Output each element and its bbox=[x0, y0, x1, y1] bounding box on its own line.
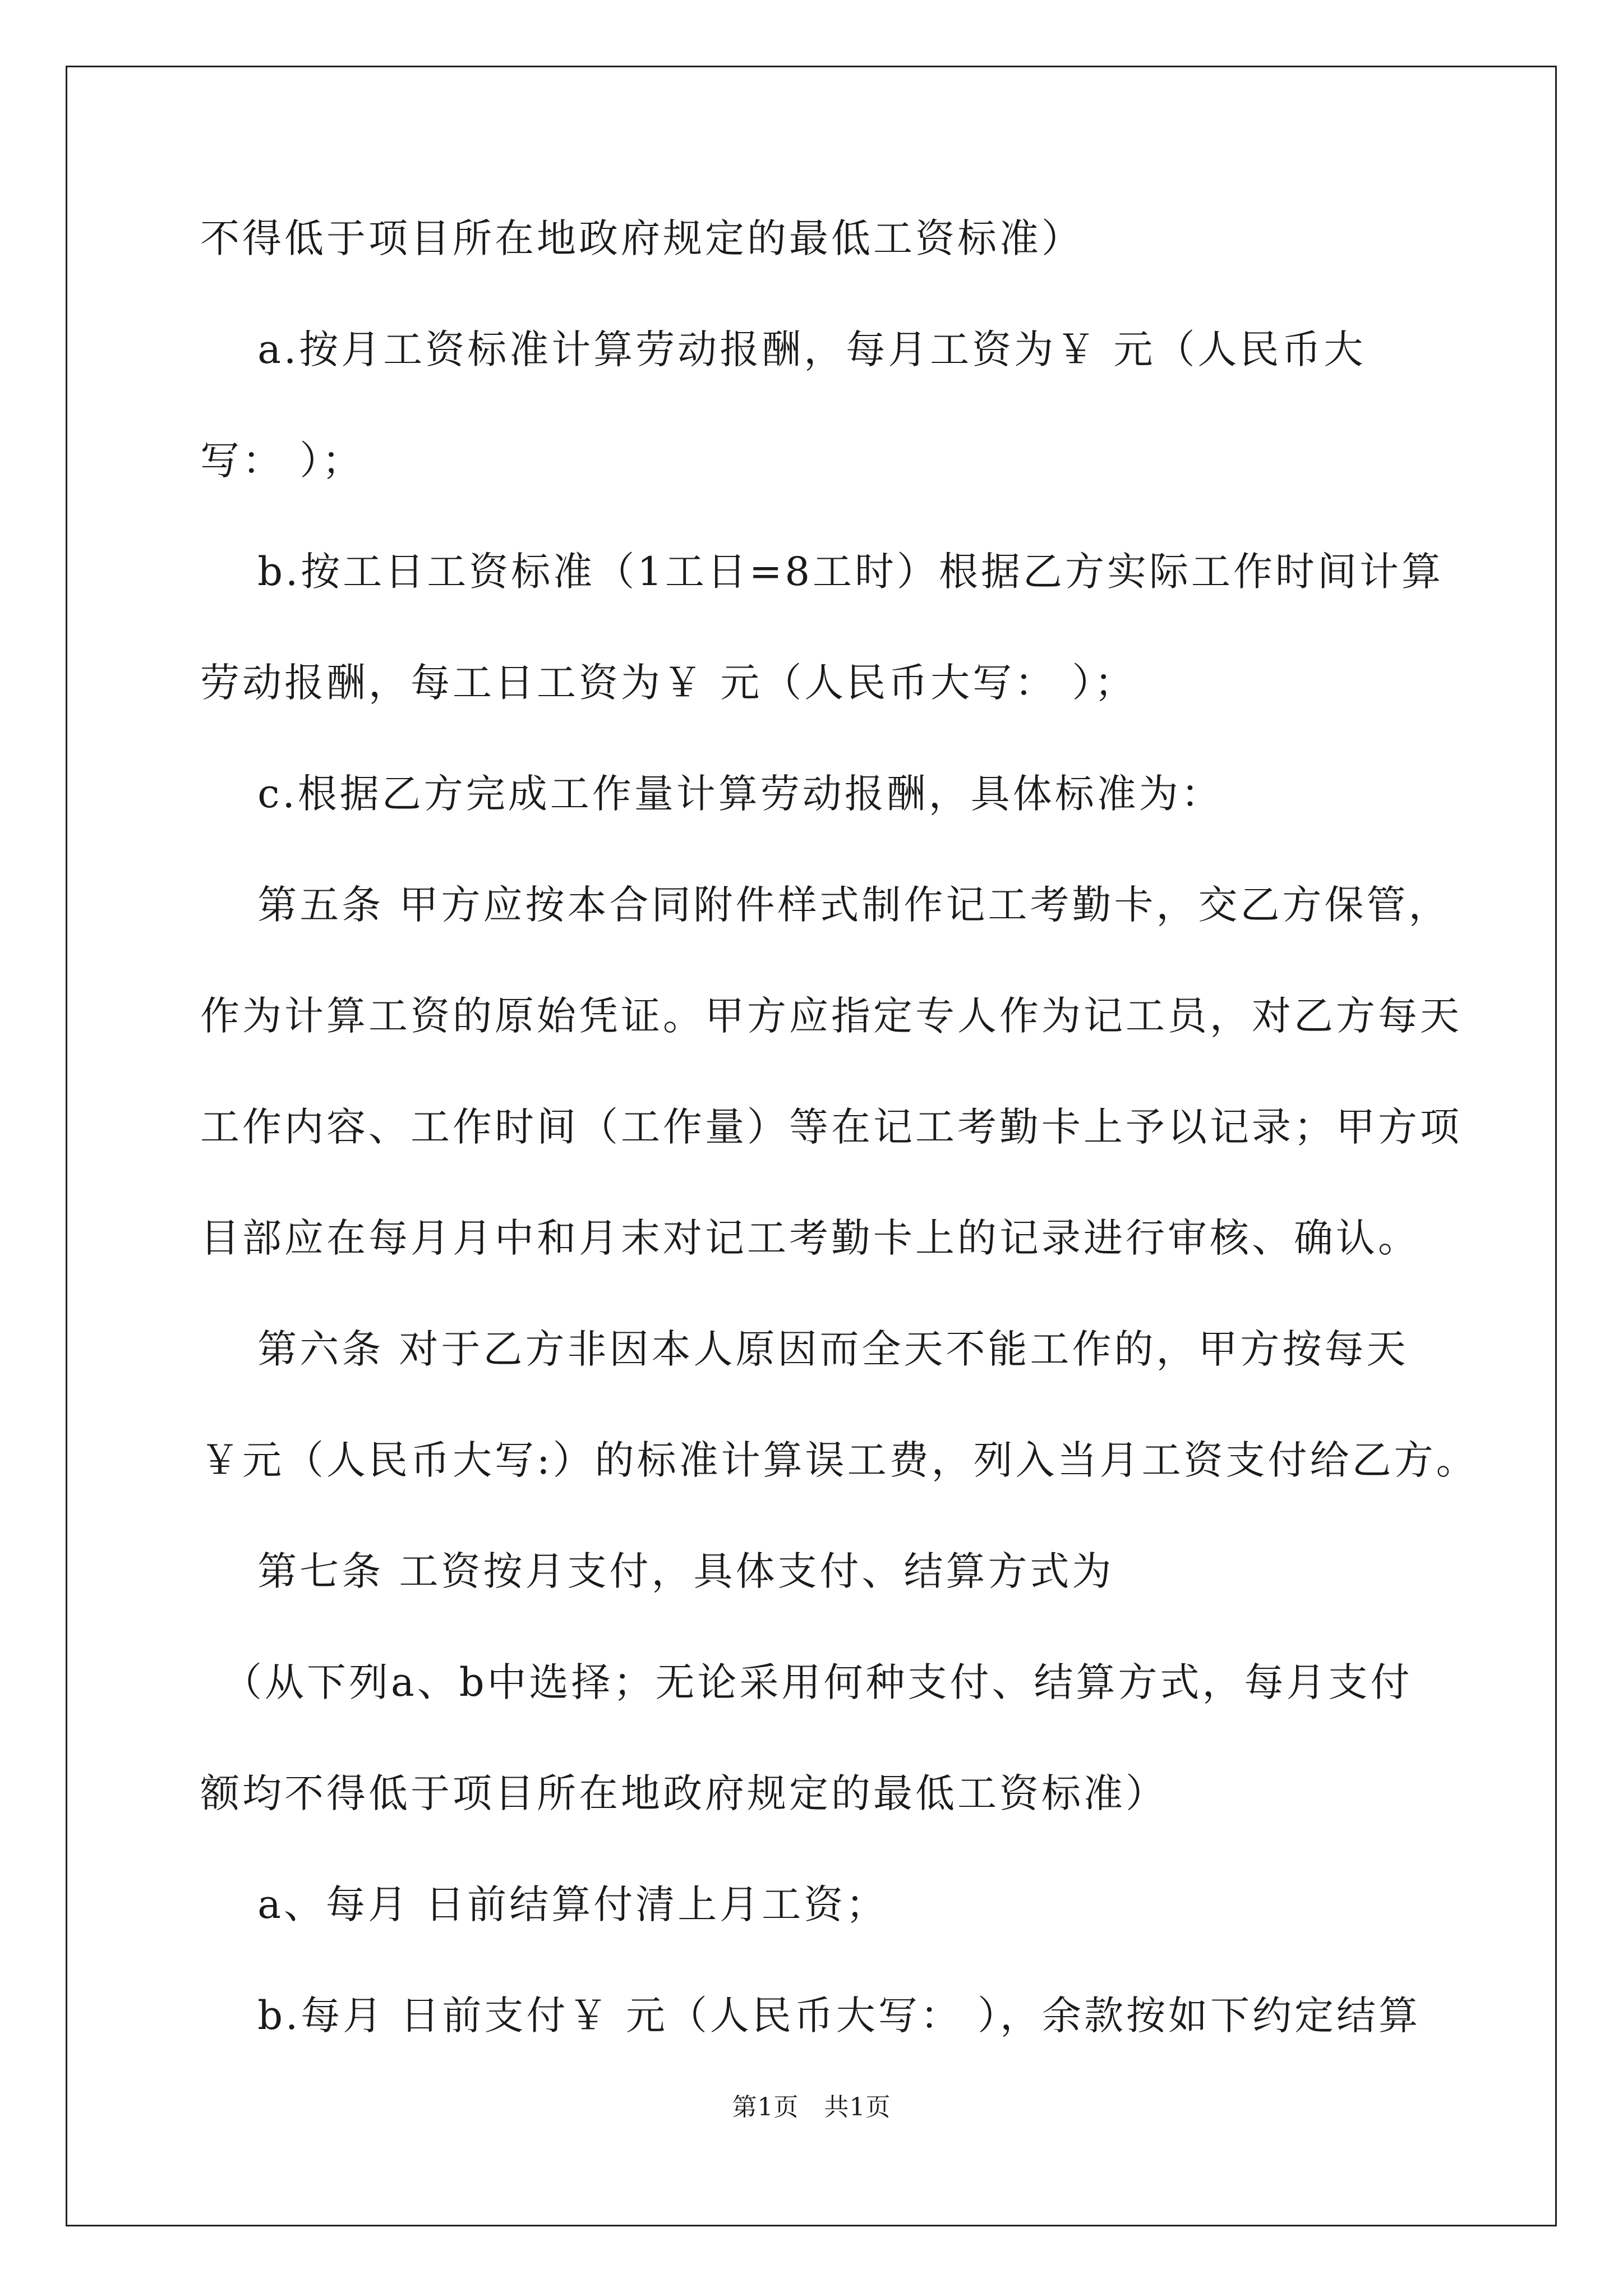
text-line: a.按月工资标准计算劳动报酬，每月工资为￥ 元（人民币大 bbox=[200, 326, 1366, 372]
text-line: （从下列a、b中选择；无论采用何种支付、结算方式，每月支付 bbox=[200, 1659, 1413, 1705]
text-line: 第五条 甲方应按本合同附件样式制作记工考勤卡，交乙方保管， bbox=[200, 882, 1451, 928]
text-line: 第七条 工资按月支付，具体支付、结算方式为 bbox=[200, 1548, 1114, 1594]
text-line: a、每月 日前结算付清上月工资； bbox=[200, 1881, 888, 1927]
text-line: b.每月 日前支付￥ 元（人民币大写： ），余款按如下约定结算 bbox=[200, 1993, 1421, 2039]
text-line: 不得低于项目所在地政府规定的最低工资标准） bbox=[200, 215, 1083, 261]
text-line: 目部应在每月月中和月末对记工考勤卡上的记录进行审核、确认。 bbox=[200, 1215, 1420, 1261]
text-line: 劳动报酬，每工日工资为￥ 元（人民币大写： ）； bbox=[200, 660, 1137, 706]
text-line: 作为计算工资的原始凭证。甲方应指定专人作为记工员，对乙方每天 bbox=[200, 993, 1462, 1039]
text-line: 第六条 对于乙方非因本人原因而全天不能工作的，甲方按每天 bbox=[200, 1326, 1409, 1372]
text-line: 额均不得低于项目所在地政府规定的最低工资标准） bbox=[200, 1770, 1168, 1816]
text-line: ￥元（人民币大写:）的标准计算误工费，列入当月工资支付给乙方。 bbox=[200, 1437, 1478, 1483]
text-line: 工作内容、工作时间（工作量）等在记工考勤卡上予以记录；甲方项 bbox=[200, 1104, 1462, 1150]
text-line: c.根据乙方完成工作量计算劳动报酬，具体标准为： bbox=[200, 771, 1223, 817]
page-footer: 第1页 共1页 bbox=[732, 2093, 891, 2122]
text-line: b.按工日工资标准（1工日=8工时）根据乙方实际工作时间计算 bbox=[200, 549, 1444, 595]
text-line: 写： ）； bbox=[200, 438, 365, 484]
